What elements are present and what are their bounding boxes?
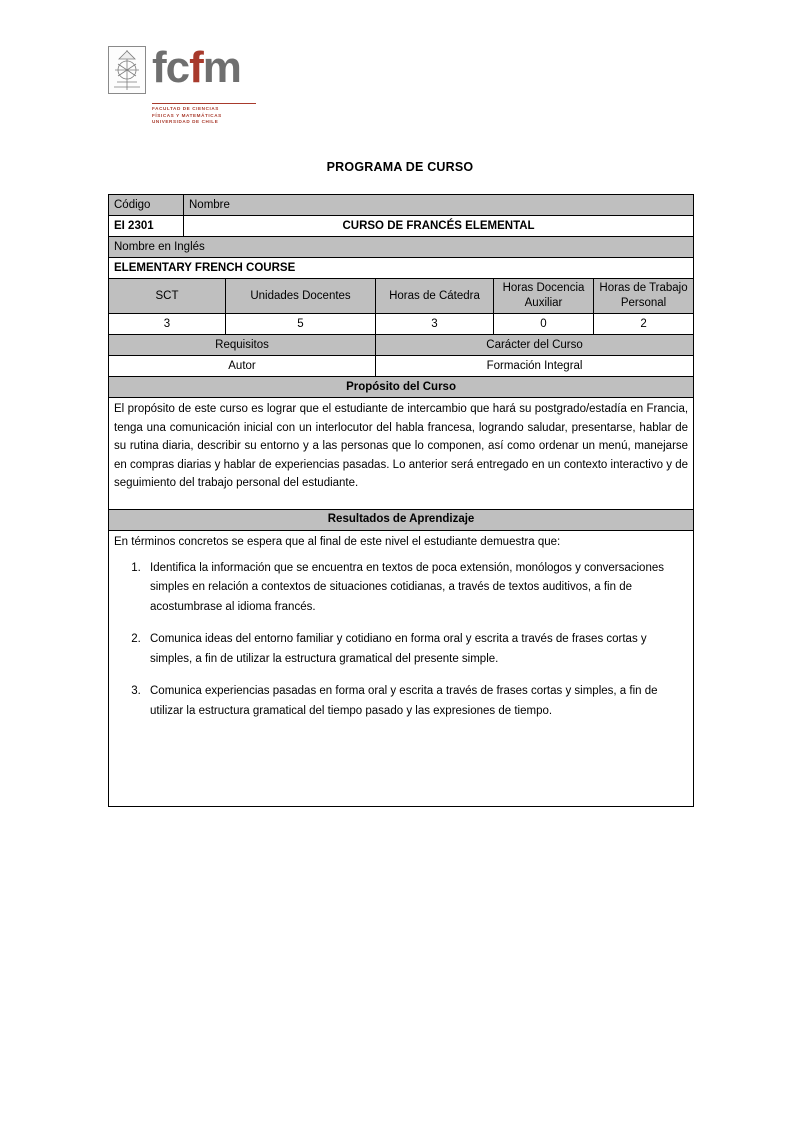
outcomes-list (114, 559, 688, 722)
requisitos-label: Requisitos (109, 335, 376, 356)
purpose-section-body (109, 398, 694, 510)
metric-header-sct: SCT (109, 279, 226, 314)
metric-value-horas-catedra: 3 (376, 314, 494, 335)
logo-wordmark-prefix: fc (152, 43, 190, 92)
table-row (109, 398, 694, 510)
course-program-table (108, 194, 694, 807)
list-item: 3. Comunica experiencias pasadas en forma oral y escrita a través de frases cortas y simples, a fin de utilizar la estructura gramatical del tiempo pasado y las expresiones de tiempo. (144, 682, 688, 721)
table-row (109, 314, 694, 335)
metric-value-unidades-docentes: 5 (226, 314, 376, 335)
code-label: Código (109, 195, 184, 216)
table-row (109, 237, 694, 258)
metric-header-horas-trabajo-personal: Horas de Trabajo Personal (594, 279, 694, 314)
metric-header-horas-catedra: Horas de Cátedra (376, 279, 494, 314)
logo-subtitle (152, 106, 264, 126)
logo-subtitle-line-3: UNIVERSIDAD DE CHILE (152, 119, 219, 125)
table-row (109, 356, 694, 377)
logo-wordmark-accent: f (189, 43, 203, 92)
logo-wordmark-suffix: m (202, 43, 241, 92)
logo-subtitle-line-2: FÍSICAS Y MATEMÁTICAS (152, 112, 222, 118)
list-item: 2. Comunica ideas del entorno familiar y cotidiano en forma oral y escrita a través de frases cortas y simples, a fin de utilizar la estructura gramatical del presente simple. (144, 630, 688, 669)
purpose-paragraph: El propósito de este curso es lograr que el estudiante de intercambio que hará su postgrado/estadía en Francia, tenga una comunicación inicial con un interlocutor del habla francesa, logrando saludar, presentarse, hablar de su rutina diaria, describir su entorno y a las personas que lo componen, así como ordenar un menú, manejarse en compras diarias y hablar de experiencias pasadas. Lo anterior será entregado en un contexto interactivo y de seguimiento del trabajo personal del estudiante. (114, 403, 689, 489)
table-row (109, 279, 694, 314)
table-row (109, 530, 694, 807)
outcomes-section-body (109, 530, 694, 807)
purpose-section-header: Propósito del Curso (109, 377, 694, 398)
table-row (109, 335, 694, 356)
course-name-value: CURSO DE FRANCÉS ELEMENTAL (184, 216, 694, 237)
table-row (109, 258, 694, 279)
name-label: Nombre (184, 195, 694, 216)
page-title: PROGRAMA DE CURSO (326, 160, 474, 174)
outcomes-trailing-space (114, 734, 688, 804)
metric-header-unidades-docentes: Unidades Docentes (226, 279, 376, 314)
logo-divider (152, 103, 256, 104)
code-value: EI 2301 (109, 216, 184, 237)
table-row (109, 509, 694, 530)
metric-value-horas-docencia-auxiliar: 0 (494, 314, 594, 335)
university-crest-icon (108, 46, 146, 94)
english-name-label: Nombre en Inglés (109, 237, 694, 258)
fcfm-logo (108, 43, 258, 138)
metric-value-sct: 3 (109, 314, 226, 335)
list-item: 1. Identifica la información que se encuentra en textos de poca extensión, monólogos y conversaciones simples en relación a contextos de situaciones cotidianas, a través de textos auditivos, a fin de acostumbrase al idioma francés. (144, 559, 688, 618)
english-name-value: ELEMENTARY FRENCH COURSE (109, 258, 694, 279)
logo-subtitle-line-1: FACULTAD DE CIENCIAS (152, 106, 219, 111)
table-row (109, 377, 694, 398)
caracter-label: Carácter del Curso (376, 335, 694, 356)
caracter-value: Formación Integral (376, 356, 694, 377)
outcomes-intro: En términos concretos se espera que al final de este nivel el estudiante demuestra que: (114, 535, 561, 548)
outcomes-section-header: Resultados de Aprendizaje (109, 509, 694, 530)
metric-header-horas-docencia-auxiliar: Horas Docencia Auxiliar (494, 279, 594, 314)
requisitos-value: Autor (109, 356, 376, 377)
logo-wordmark (152, 42, 241, 94)
metric-value-horas-trabajo-personal: 2 (594, 314, 694, 335)
table-row (109, 195, 694, 216)
table-row (109, 216, 694, 237)
